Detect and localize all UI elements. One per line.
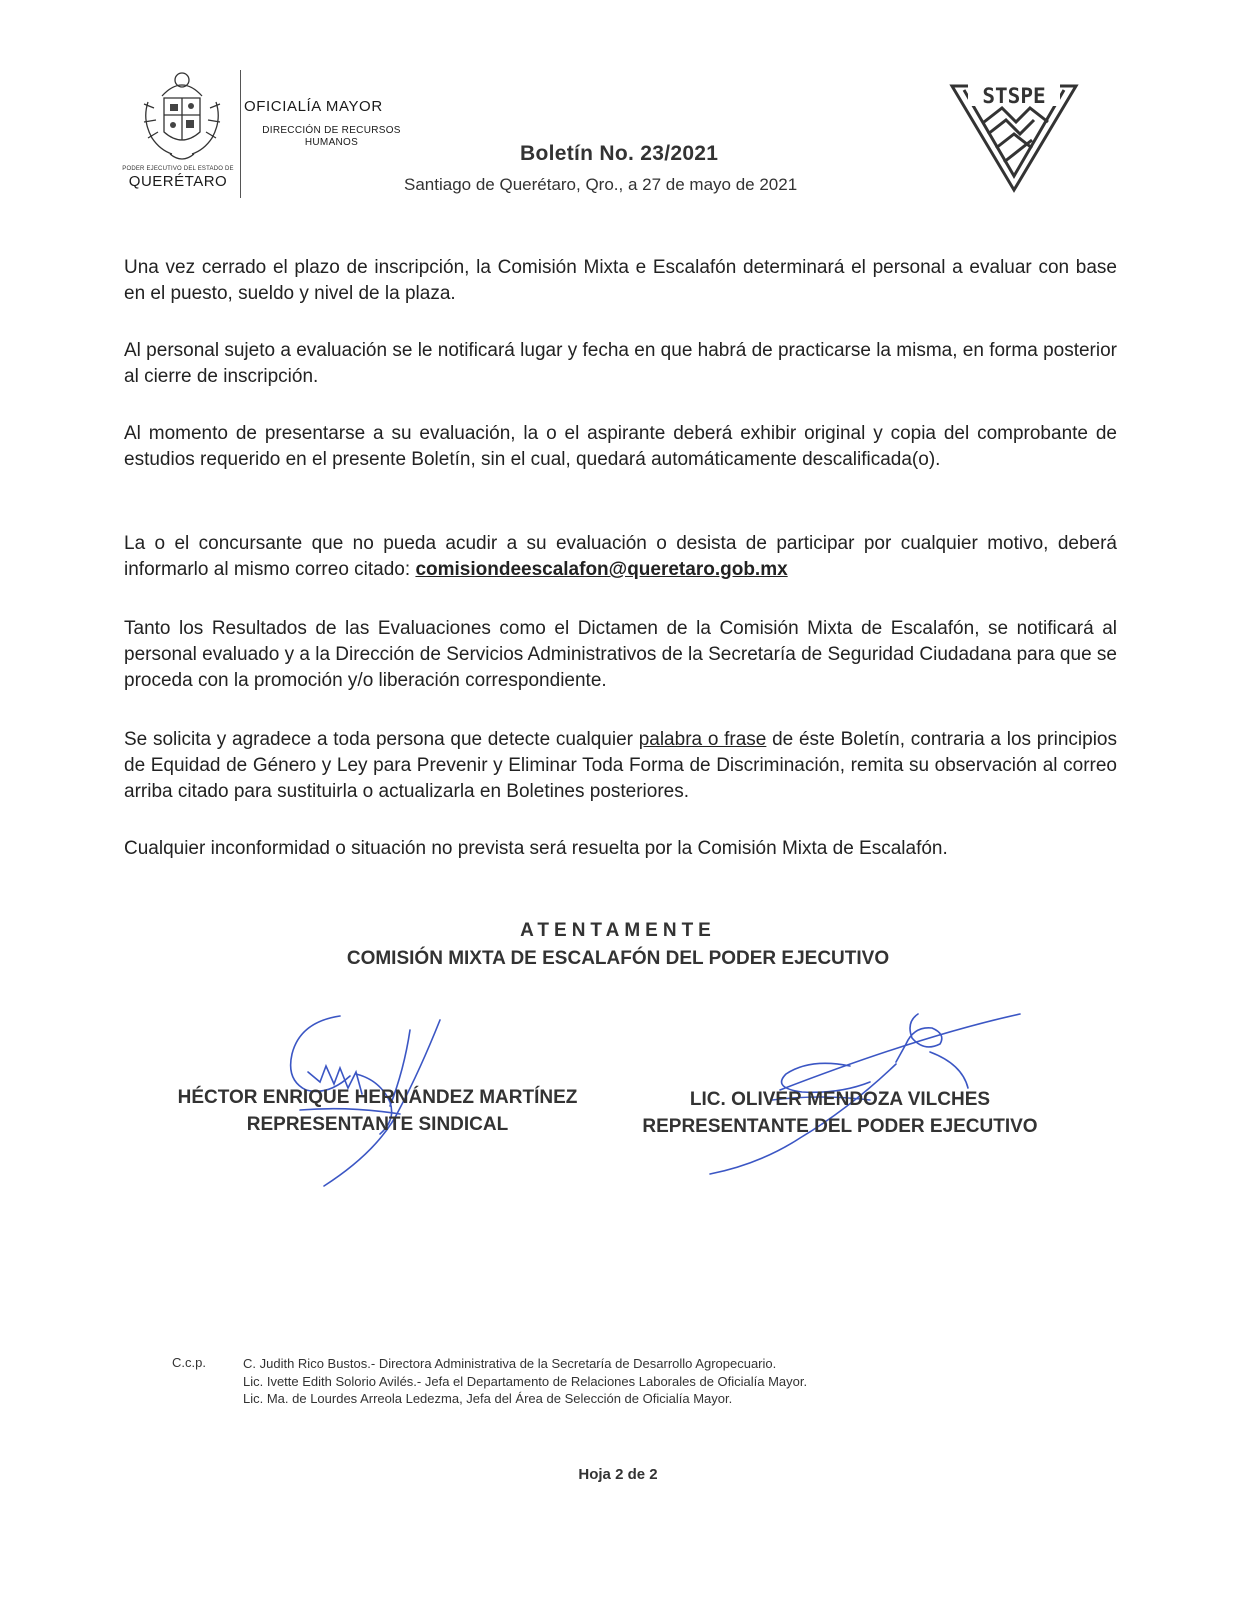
header-divider xyxy=(240,70,241,198)
office-subdivision: DIRECCIÓN DE RECURSOS HUMANOS xyxy=(262,125,401,148)
paragraph-registration-closure: Una vez cerrado el plazo de inscripción, la Comisión Mixta e Escalafón determinará el personal a evaluar con base en el puesto, sueldo y nivel de la plaza. xyxy=(124,257,1117,304)
gender-equity-underlined: palabra o frase xyxy=(638,729,767,750)
seal-caption-small: PODER EJECUTIVO DEL ESTADO DE xyxy=(122,166,234,172)
withdrawal-text: La o el concursante que no pueda acudir a su evaluación o desista de participar por cualquier motivo, deberá informarlo al mismo correo citado: xyxy=(124,533,1117,580)
stspe-union-logo-icon xyxy=(944,78,1084,196)
signatory-right-role: REPRESENTANTE DEL PODER EJECUTIVO xyxy=(642,1116,1038,1137)
committee-name: COMISIÓN MIXTA DE ESCALAFÓN DEL PODER EJECUTIVO xyxy=(346,948,890,969)
paragraph-results: Tanto los Resultados de las Evaluaciones como el Dictamen de la Comisión Mixta de Escalafón, se notificará al personal evaluado y a la Dirección de Servicios Administrativos de la Secretaría de Seguridad Ciudadana para que se proceda con la promoción y/o liberación correspondiente. xyxy=(124,618,1117,691)
paragraph-evaluation-notice: Al personal sujeto a evaluación se le notificará lugar y fecha en que habrá de practicarse la misma, en forma posterior al cierre de inscripción. xyxy=(124,340,1117,387)
ccp-list xyxy=(243,1355,807,1408)
paragraph-withdrawal xyxy=(124,531,1117,583)
stspe-logo-text: STSPE xyxy=(982,84,1046,108)
paragraph-study-proof: Al momento de presentarse a su evaluación, la o el aspirante deberá exhibir original y copia del comprobante de estudios requerido en el presente Boletín, sin el cual, quedará automáticamente descalificada(o). xyxy=(124,423,1117,470)
ccp-line: C. Judith Rico Bustos.- Directora Administrativa de la Secretaría de Desarrollo Agropecuario. xyxy=(243,1356,777,1371)
ccp-line: Lic. Ivette Edith Solorio Avilés.- Jefa el Departamento de Relaciones Laborales de Oficialía Mayor. xyxy=(243,1373,808,1389)
ccp-line: Lic. Ma. de Lourdes Arreola Ledezma, Jefa del Área de Selección de Oficialía Mayor. xyxy=(243,1391,733,1406)
paragraph-disputes: Cualquier inconformidad o situación no prevista será resuelta por la Comisión Mixta de Escalafón. xyxy=(124,838,948,859)
paragraph-gender-equity xyxy=(124,727,1117,805)
office-name: OFICIALÍA MAYOR xyxy=(244,98,383,115)
signatory-left-role: REPRESENTANTE SINDICAL xyxy=(246,1114,509,1135)
gender-equity-text-end: de éste Boletín, contraria a los principios de Equidad de Género y Ley para Prevenir y Eliminar Toda Forma de Discriminación, remita su observación al correo arriba citado para sustituirla o actualizarla en Boletines posteriores. xyxy=(124,729,1117,802)
office-block xyxy=(244,98,419,149)
place-and-date: Santiago de Querétaro, Qro., a 27 de mayo de 2021 xyxy=(404,175,798,194)
state-coat-of-arms-icon xyxy=(140,68,224,166)
seal-caption-state: QUERÉTARO xyxy=(128,173,228,190)
contact-email-link[interactable]: comisiondeescalafon@queretaro.gob.mx xyxy=(415,559,788,580)
signatory-right-name: LIC. OLIVER MENDOZA VILCHES xyxy=(689,1089,991,1110)
gender-equity-text-start: Se solicita y agradece a toda persona que detecte cualquier xyxy=(124,729,639,750)
bulletin-title: Boletín No. 23/2021 xyxy=(520,142,719,165)
signatory-left-name: HÉCTOR ENRIQUE HERNÁNDEZ MARTÍNEZ xyxy=(177,1087,578,1108)
seal-caption xyxy=(118,166,238,190)
ccp-label: C.c.p. xyxy=(172,1355,206,1370)
closing-salutation: ATENTAMENTE xyxy=(520,920,716,941)
page-number: Hoja 2 de 2 xyxy=(578,1466,658,1483)
